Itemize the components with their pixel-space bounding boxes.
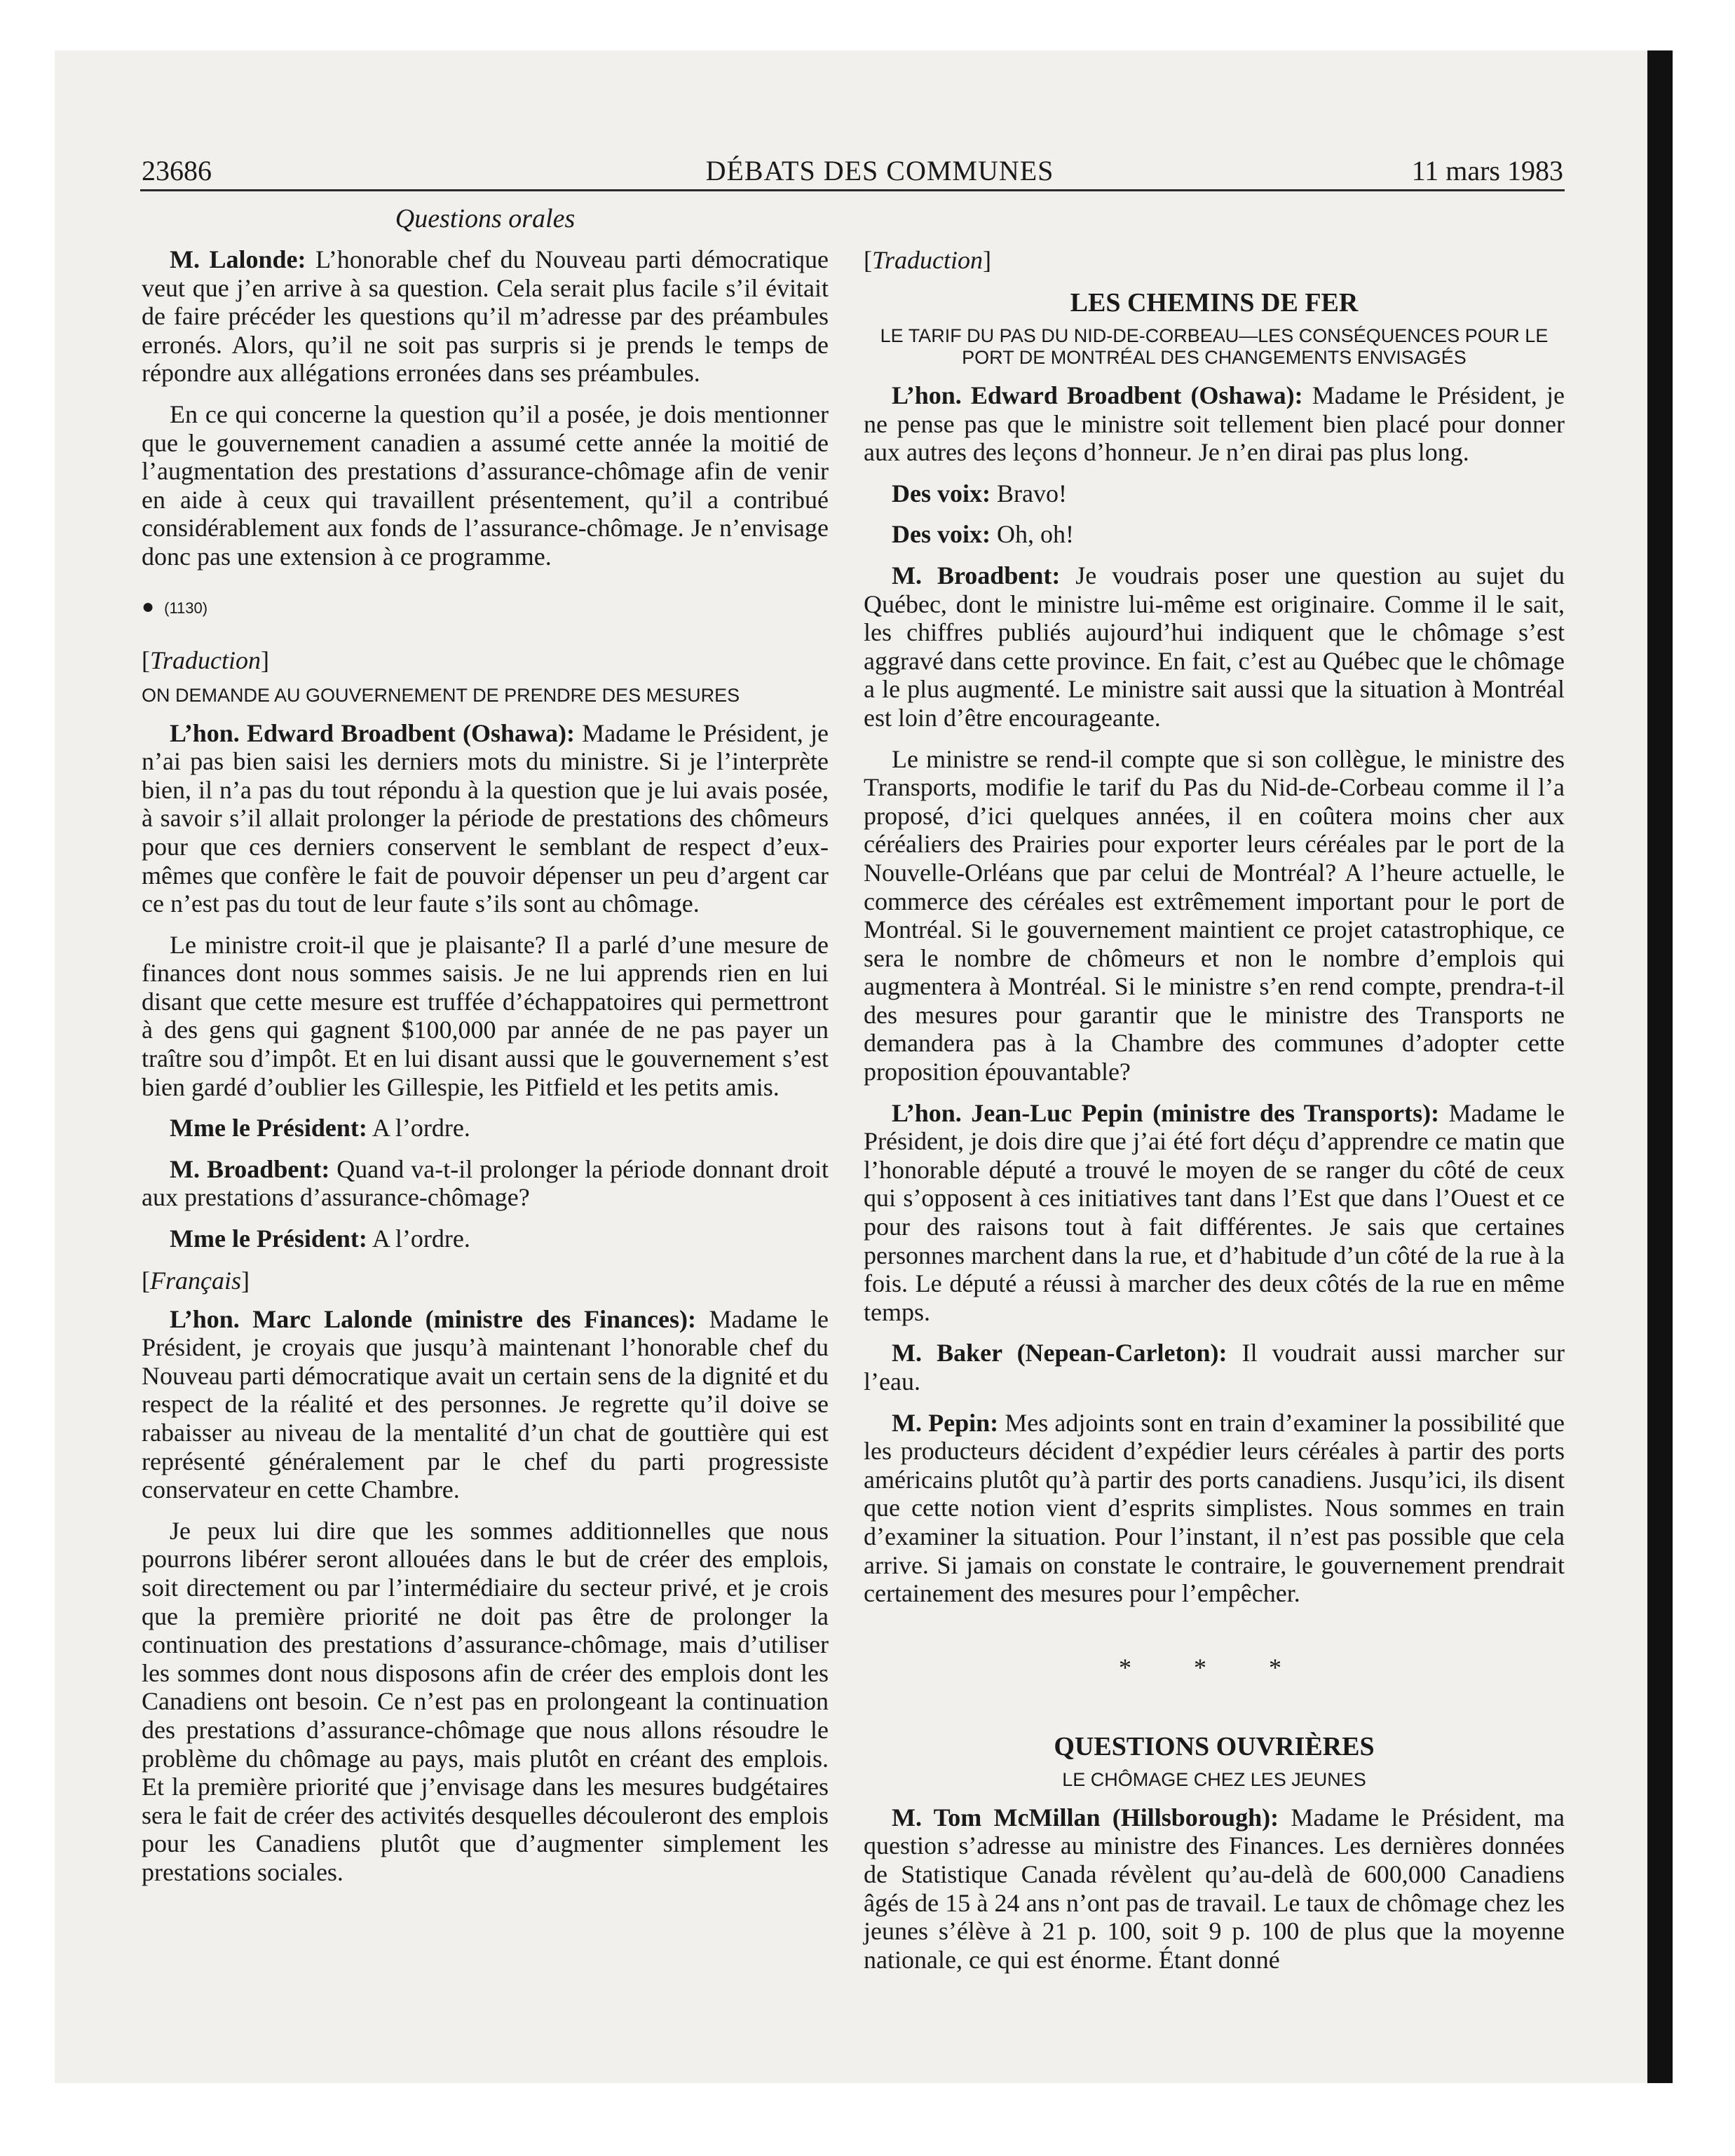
speaker: M. Lalonde: — [170, 245, 306, 273]
language-note: [Traduction] — [864, 246, 992, 274]
paragraph — [864, 1803, 1565, 1974]
right-column — [864, 245, 1565, 1986]
speech: Quand va-t-il prolonger la période donnant droit aux prestations d’assurance-chômage? — [142, 1154, 829, 1212]
speech: Madame le Président, je n’ai pas bien saisi les derniers mots du ministre. Si je l’interprète bien, il n’a pas du tout répondu à la question que je lui avais posée, à savoir s’il allait prolonger la période de prestations des chômeurs pour que ces derniers conservent le semblant de respect d’eux-mêmes que confère le fait de pouvoir dépenser un peu d’argent car ce n’est pas du tout de leur faute s’ils sont au chômage. — [142, 718, 829, 918]
section-subtitle: LE TARIF DU PAS DU NID-DE-CORBEAU—LES CONSÉQUENCES POUR LE PORT DE MONTRÉAL DES CHANGEMENTS ENVISAGÉS — [880, 325, 1549, 368]
speech: Madame le Président, je croyais que jusqu’à maintenant l’honorable chef du Nouveau parti démocratique avait un certain sens de la dignité et du respect de la réalité et des personnes. Je regrette qu’il doive se rabaisser au niveau de la mentalité d’un chat de gouttière qui est représenté généralement par le chef du parti progressiste conservateur en cette Chambre. — [142, 1304, 829, 1504]
language-label: Traduction — [872, 246, 984, 274]
speech: Mes adjoints sont en train d’examiner la possibilité que les producteurs décident d’expédier leurs céréales à partir des ports américains plutôt qu’à partir des ports canadiens. Jusqu’ici, ils disent que cette notion vient d’esprits simplistes. Nous sommes en train d’examiner la situation. Pour l’instant, il n’est pas possible que cela arrive. Si jamais on constate le contraire, le gouvernement prendrait certainement des mesures pour l’empêcher. — [864, 1408, 1565, 1608]
paragraph — [864, 561, 1565, 732]
paragraph — [864, 1409, 1565, 1608]
paragraph — [142, 245, 829, 388]
paragraph — [864, 1339, 1565, 1396]
speaker: Mme le Président: — [170, 1224, 367, 1253]
language-note: [Traduction] — [142, 646, 270, 674]
speech: A l’ordre. — [367, 1224, 470, 1253]
language-label: Traduction — [150, 646, 261, 674]
speech: Oh, oh! — [990, 520, 1074, 549]
bullet-icon: ● — [142, 594, 155, 618]
speech: Il voudrait aussi marcher sur l’eau. — [864, 1339, 1565, 1396]
paragraph — [142, 1114, 829, 1142]
speech: Madame le Président, ma question s’adresse au ministre des Finances. Les dernières données de Statistique Canada révèlent qu’au-delà de 600,000 Canadiens âgés de 15 à 24 ans n’ont pas de travail. Le taux de chômage chez les jeunes s’élève à 21 p. 100, soit 9 p. 100 de plus que la moyenne nationale, ce qui est énorme. Étant donné — [864, 1803, 1565, 1974]
language-label: Français — [150, 1266, 241, 1295]
running-title: DÉBATS DES COMMUNES — [705, 155, 1054, 186]
speech: Madame le Président, je ne pense pas que le ministre soit tellement bien placé pour donner aux autres des leçons d’honneur. Je n’en dirai pas plus long. — [864, 381, 1565, 467]
speech: Madame le Président, je dois dire que j’ai été fort déçu d’apprendre ce matin que l’honorable député a trouvé le moyen de se ranger du côté de ceux qui s’opposent à ces initiatives tant dans l’Est que dans l’Ouest et ce pour des raisons tout à fait différentes. Je sais que certaines personnes marchent dans la rue, et d’habitude d’un côté de la rue à la fois. Le député a réussi à marcher des deux côtés de la rue en même temps. — [864, 1098, 1565, 1326]
speaker: Des voix: — [892, 479, 991, 507]
subheading: ON DEMANDE AU GOUVERNEMENT DE PRENDRE DES MESURES — [142, 684, 740, 706]
speaker: M. Baker (Nepean-Carleton): — [892, 1339, 1227, 1367]
paragraph — [142, 1155, 829, 1212]
paragraph — [864, 381, 1565, 467]
speaker: Des voix: — [892, 520, 991, 549]
speech: L’honorable chef du Nouveau parti démocratique veut que j’en arrive à sa question. Cela serait plus facile s’il évitait de faire précéder les questions qu’il m’adresse par des préambules erronés. Alors, qu’il ne soit pas surpris si je prends le temps de répondre aux allégations erronées dans ses préambules. — [142, 245, 829, 388]
paragraph: Je peux lui dire que les sommes additionnelles que nous pourrons libérer seront allouées dans le but de créer des emplois, soit directement ou par l’intermédiaire du secteur privé, et je crois que la première priorité ne doit pas être de prolonger la continuation des prestations d’assurance-chômage, mais d’utiliser les sommes dont nous disposons afin de créer des emplois dont les Canadiens ont besoin. Ce n’est pas en prolongeant la continuation des prestations d’assurance-chômage que nous allons résoudre le problème du chômage au pays, mais plutôt en créant des emplois. Et la première priorité que j’envisage dans les mesures budgétaires sera le fait de créer des activités desquelles découleront des emplois pour les Canadiens plutôt que d’augmenter simplement les prestations sociales. — [142, 1516, 829, 1886]
speaker: M. Broadbent: — [892, 561, 1061, 589]
speech: Bravo! — [990, 479, 1067, 507]
paragraph: Le ministre croit-il que je plaisante? Il a parlé d’une mesure de finances dont nous sommes saisis. Je ne lui apprends rien en lui disant que cette mesure est truffée d’échappatoires qui permettront à des gens qui gagnent $100,000 par année de ne pas payer un traître sou d’impôt. Et en lui disant aussi que le gouvernement s’est bien gardé d’oublier les Gillespie, les Pitfield et les petits amis. — [142, 930, 829, 1101]
speech: A l’ordre. — [367, 1114, 470, 1142]
speaker: L’hon. Marc Lalonde (ministre des Finances): — [170, 1304, 696, 1333]
language-note: [Français] — [142, 1266, 250, 1295]
paragraph — [864, 520, 1565, 549]
header-rule — [140, 189, 1565, 191]
paragraph — [142, 719, 829, 918]
time-marker-label: (1130) — [164, 599, 208, 617]
section-subtitle: LE CHÔMAGE CHEZ LES JEUNES — [1062, 1768, 1366, 1790]
paragraph: En ce qui concerne la question qu’il a posée, je dois mentionner que le gouvernement canadien a assumé cette année la moitié de l’augmentation des prestations d’assurance-chômage afin de venir en aide à ceux qui travaillent présentement, qu’il a contribué considérablement aux fonds de l’assurance-chômage. Je n’envisage donc pas une extension à ce programme. — [142, 400, 829, 571]
page-date: 11 mars 1983 — [1411, 155, 1563, 186]
paragraph — [864, 479, 1565, 508]
paragraph — [142, 1305, 829, 1504]
speech: Je voudrais poser une question au sujet du Québec, dont le ministre lui-même est originaire. Comme il le sait, les chiffres publiés aujourd’hui indiquent que le chômage s’est aggravé dans cette province. En fait, c’est au Québec que le chômage a le plus augmenté. Le ministre sait aussi que la situation à Montréal est loin d’être encourageante. — [864, 561, 1565, 732]
speaker: L’hon. Jean-Luc Pepin (ministre des Transports): — [892, 1098, 1440, 1127]
scan-edge-shadow — [1647, 50, 1673, 2083]
speaker: Mme le Président: — [170, 1114, 367, 1142]
page-number: 23686 — [142, 155, 212, 186]
paragraph — [864, 1099, 1565, 1327]
section-separator: * * * — [1119, 1653, 1309, 1681]
speaker: L’hon. Edward Broadbent (Oshawa): — [892, 381, 1303, 409]
section-label: Questions orales — [395, 204, 576, 233]
speaker: M. Broadbent: — [170, 1154, 330, 1183]
paragraph: Le ministre se rend-il compte que si son collègue, le ministre des Transports, modifie le tarif du Pas du Nid-de-Corbeau comme il l’a proposé, d’ici quelques années, il en coûtera moins cher aux céréaliers des Prairies pour exporter leurs céréales par le port de la Nouvelle-Orléans que par celui de Montréal? A l’heure actuelle, le commerce des céréales est extrêmement important pour le port de Montréal. Si le gouvernement maintient ce projet catastrophique, ce sera le nombre de chômeurs et non le nombre d’emplois qui augmentera à Montréal. Si le ministre s’en rend compte, prendra-t-il des mesures pour garantir que le ministre des Transports ne demandera pas à la Chambre des communes d’adopter cette proposition épouvantable? — [864, 744, 1565, 1086]
section-title: LES CHEMINS DE FER — [1070, 288, 1359, 318]
speaker: M. Pepin: — [892, 1408, 999, 1437]
speaker: M. Tom McMillan (Hillsborough): — [892, 1803, 1279, 1831]
speaker: L’hon. Edward Broadbent (Oshawa): — [170, 718, 575, 747]
time-marker — [142, 596, 829, 619]
section-title: QUESTIONS OUVRIÈRES — [1054, 1731, 1375, 1761]
paragraph — [142, 1224, 829, 1253]
left-column — [142, 203, 829, 1899]
